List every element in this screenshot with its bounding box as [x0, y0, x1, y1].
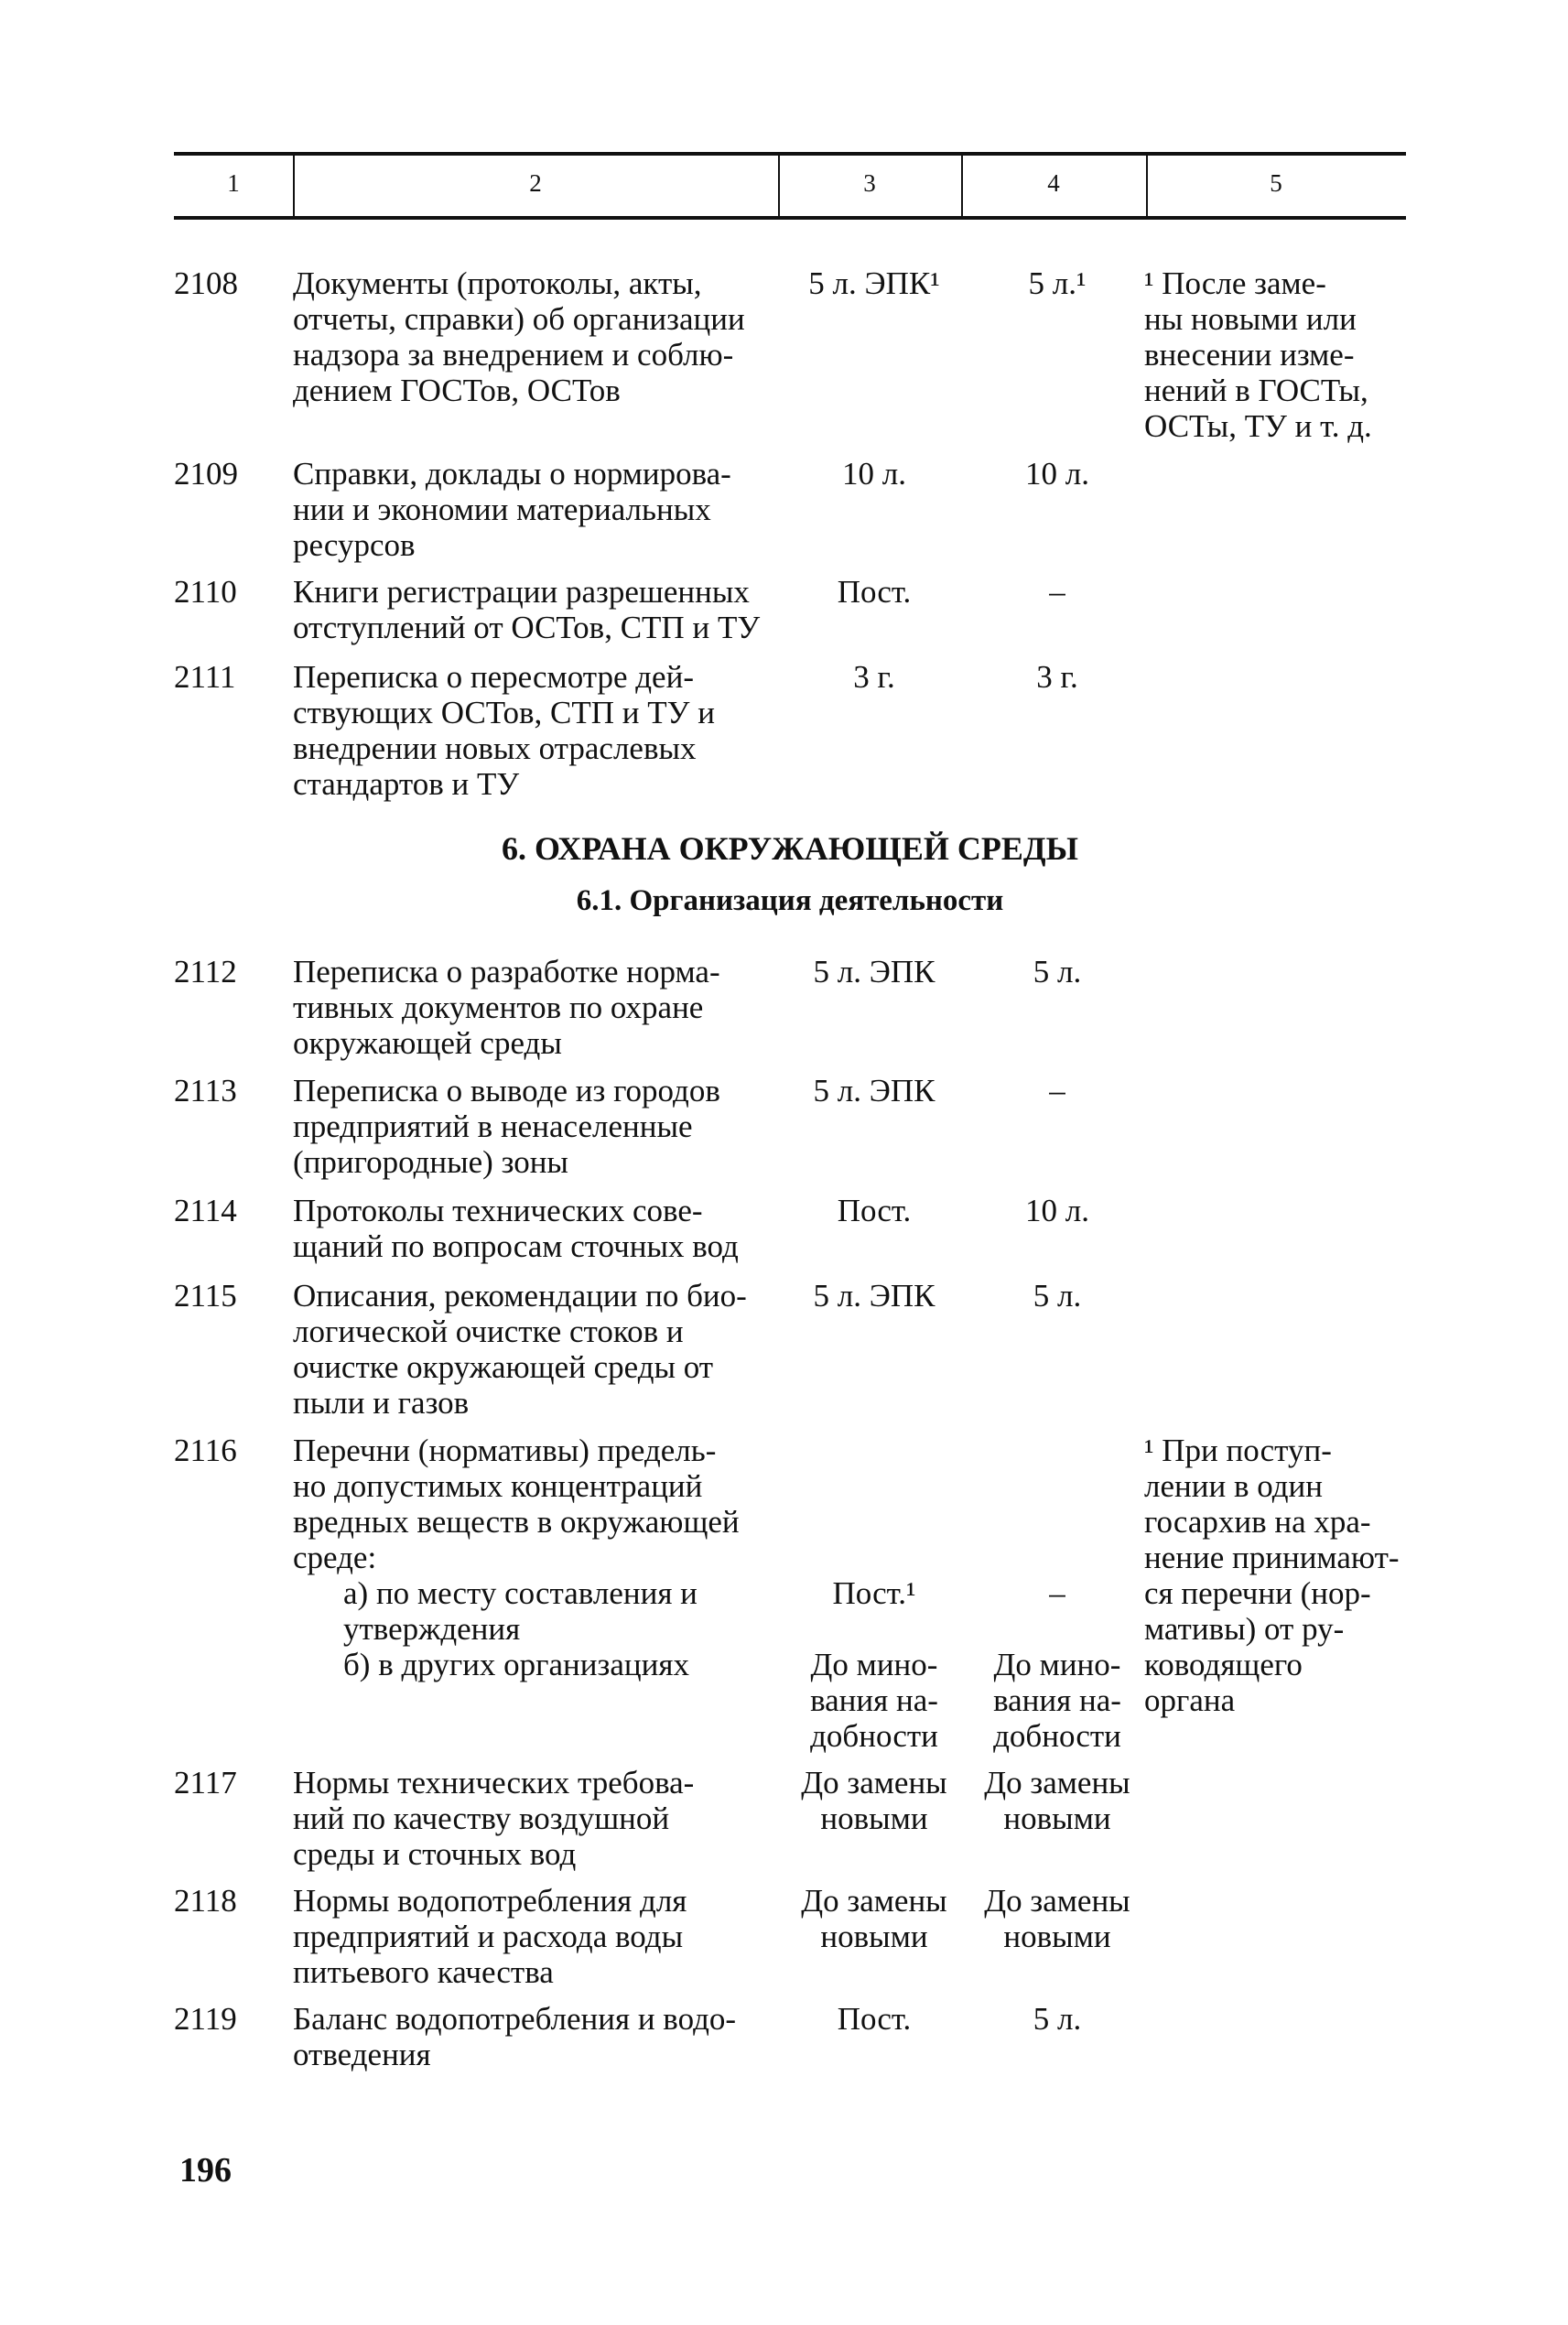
row-col3: Пост.¹	[832, 1575, 916, 1611]
header-col-4: 4	[1047, 169, 1060, 197]
row-col3: Пост.	[837, 574, 912, 610]
row-col4: 5 л.	[1033, 954, 1082, 989]
row-col3: До замены новыми	[801, 1883, 947, 1954]
row-col3: 5 л. ЭПК¹	[808, 265, 940, 301]
row-col4: 5 л.¹	[1028, 265, 1087, 301]
row-number: 2111	[174, 659, 236, 695]
row-text: Переписка о пересмотре дей- ствующих ОСТов, СТП и ТУ и внедрении новых отраслевых стандартов и ТУ	[293, 659, 715, 802]
row-col3: 10 л.	[842, 456, 906, 492]
row-number: 2117	[174, 1765, 237, 1801]
row-text: Нормы водопотребления для предприятий и расхода воды питьевого качества	[293, 1883, 687, 1990]
header-col-5: 5	[1270, 169, 1282, 197]
row-col4: 5 л.	[1033, 2001, 1082, 2037]
row-col4: До замены новыми	[984, 1765, 1130, 1836]
subrow-label: а) по месту составления и утверждения	[343, 1575, 697, 1647]
row-col3: 3 г.	[853, 659, 895, 695]
row-col4: –	[1049, 1575, 1065, 1611]
row-col4: 10 л.	[1025, 1193, 1089, 1228]
row-number: 2112	[174, 954, 237, 989]
row-col4: 3 г.	[1036, 659, 1078, 695]
row-col3: До замены новыми	[801, 1765, 947, 1836]
row-number: 2114	[174, 1193, 237, 1228]
row-text: Описания, рекомендации по био- логической очистке стоков и очистке окружающей среды от пыли и газов	[293, 1278, 747, 1421]
row-col4: До замены новыми	[984, 1883, 1130, 1954]
row-col4: До мино- вания на- добности	[993, 1647, 1121, 1754]
page-number: 196	[179, 2151, 232, 2190]
row-col4: 5 л.	[1033, 1278, 1082, 1314]
row-text: Книги регистрации разрешенных отступлений от ОСТов, СТП и ТУ	[293, 574, 761, 645]
row-text: Документы (протоколы, акты, отчеты, справки) об организации надзора за внедрением и соблю- дением ГОСТов, ОСТов	[293, 265, 745, 408]
header-top-rule	[174, 152, 1406, 156]
row-number: 2118	[174, 1883, 237, 1919]
section-title: 6. ОХРАНА ОКРУЖАЮЩЕЙ СРЕДЫ	[502, 830, 1078, 867]
row-text: Справки, доклады о нормирова- нии и экономии материальных ресурсов	[293, 456, 731, 563]
row-col3: 5 л. ЭПК	[813, 954, 935, 989]
subrow-label: б) в других организациях	[343, 1647, 689, 1682]
row-text: Переписка о разработке норма- тивных документов по охране окружающей среды	[293, 954, 720, 1061]
row-text: Переписка о выводе из городов предприятий в ненаселенные (пригородные) зоны	[293, 1073, 720, 1180]
row-col3: Пост.	[837, 1193, 912, 1228]
row-col3: 5 л. ЭПК	[813, 1073, 935, 1108]
row-number: 2115	[174, 1278, 237, 1314]
header-col-1: 1	[227, 169, 240, 197]
row-note: ¹ После заме- ны новыми или внесении изме- нений в ГОСТы, ОСТы, ТУ и т. д.	[1144, 265, 1372, 444]
row-number: 2110	[174, 574, 237, 610]
row-number: 2108	[174, 265, 238, 301]
row-text: Баланс водопотребления и водо- отведения	[293, 2001, 737, 2072]
row-number: 2113	[174, 1073, 237, 1108]
row-col4: –	[1049, 1073, 1065, 1108]
row-col4: –	[1049, 574, 1065, 610]
row-col4: 10 л.	[1025, 456, 1089, 492]
header-col-3: 3	[863, 169, 876, 197]
row-number: 2109	[174, 456, 238, 492]
section-subtitle: 6.1. Организация деятельности	[576, 884, 1004, 917]
row-col3: До мино- вания на- добности	[810, 1647, 938, 1754]
header-col-2: 2	[529, 169, 542, 197]
row-text: Нормы технических требова- ний по качеству воздушной среды и сточных вод	[293, 1765, 695, 1872]
row-number: 2119	[174, 2001, 237, 2037]
row-col3: Пост.	[837, 2001, 912, 2037]
header-bottom-rule	[174, 216, 1406, 220]
row-col3: 5 л. ЭПК	[813, 1278, 935, 1314]
row-text: Перечни (нормативы) предель- но допустимых концентраций вредных веществ в окружающей среде:	[293, 1433, 740, 1575]
row-note: ¹ При поступ- лении в один госархив на хра- нение принимают- ся перечни (нор- мативы) от ру- ководящего органа	[1144, 1433, 1400, 1718]
row-text: Протоколы технических сове- щаний по вопросам сточных вод	[293, 1193, 739, 1264]
row-number: 2116	[174, 1433, 237, 1468]
